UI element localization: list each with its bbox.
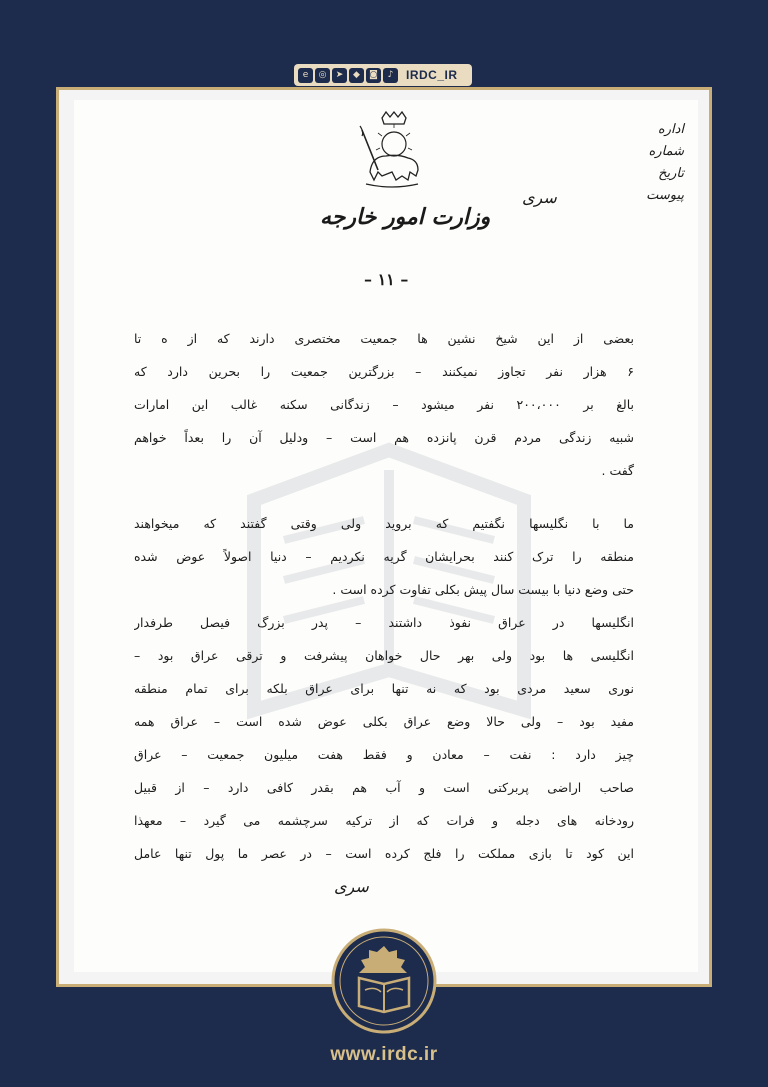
body-line: ۶ هزار نفر تجاوز نمیکنند – بزرگترین جمعیت را بحرین دارد که: [134, 364, 634, 379]
letter-body: [134, 322, 634, 870]
body-line: ما با نگلیسها نگفتیم که بروید ولی وقتی گفتند که میخواهند: [134, 516, 634, 531]
irdc-logo-icon[interactable]: [331, 928, 437, 1034]
instagram-icon[interactable]: ◙: [366, 68, 381, 83]
link-icon[interactable]: ◎: [315, 68, 330, 83]
label-number: شماره: [648, 144, 684, 159]
page-number: – ۱۱ –: [364, 270, 409, 289]
social-bar: [294, 64, 472, 86]
body-line: صاحب اراضی پربرکتی است و آب هم بقدر کافی دارد – از قبیل: [134, 780, 634, 795]
classification-stamp-bottom: سری: [334, 877, 369, 896]
body-line: چیز دارد : نفت – معادن و فقط هفت میلیون جمعیت – عراق: [134, 747, 634, 762]
body-line: مفید بود – ولی حالا وضع عراق بکلی عوض شده است – عراق همه: [134, 714, 634, 729]
body-line: انگلیسی ها بود ولی بهر حال خواهان پیشرفت و ترقی عراق بود –: [134, 648, 634, 663]
body-line: انگلیسها در عراق نفوذ داشتند – پدر بزرگ فیصل طرفدار: [134, 615, 634, 630]
lion-and-sun-emblem-icon: [352, 110, 432, 192]
label-date: تاریخ: [658, 166, 684, 181]
globe-icon[interactable]: e: [298, 68, 313, 83]
cube-icon[interactable]: ◆: [349, 68, 364, 83]
body-line: نوری سعید مردی بود که نه تنها برای عراق بلکه برای تمام منطقه: [134, 681, 634, 696]
telegram-icon[interactable]: ➤: [332, 68, 347, 83]
document-page: [74, 100, 698, 972]
body-line: این کود تا بازی مملکت را فلج کرده است – در عصر ما پول تنها عامل: [134, 846, 634, 861]
body-line: بعضی از این شیخ نشین ها جمعیت مختصری دارند که از ه تا: [134, 331, 634, 346]
classification-stamp-top: سری: [522, 188, 557, 207]
margin-labels: [644, 120, 684, 206]
body-line: بالغ بر ۲۰۰،۰۰۰ نفر میشود – زندگانی سکنه غالب این امارات: [134, 397, 634, 412]
label-attachment: پیوست: [646, 188, 684, 203]
body-line: گفت .: [601, 463, 634, 478]
body-line: منطقه را ترک کنند بحرایشان گریه نکردیم – دنیا اصولاً عوض شده: [134, 549, 634, 564]
body-line: حتی وضع دنیا با بیست سال پیش بکلی تفاوت کرده است .: [332, 582, 634, 597]
ministry-heading: وزارت امور خارجه: [320, 204, 491, 230]
website-url[interactable]: www.irdc.ir: [330, 1044, 438, 1065]
twitter-icon[interactable]: ♪: [383, 68, 398, 83]
social-handle[interactable]: IRDC_IR: [406, 68, 458, 82]
label-office: اداره: [657, 122, 684, 137]
body-line: رودخانه های دجله و فرات که از ترکیه سرچشمه می گیرد – معهذا: [134, 813, 634, 828]
body-line: شبیه زندگی مردم قرن پانزده هم است – ودلیل آن را بعداً خواهم: [134, 430, 634, 445]
